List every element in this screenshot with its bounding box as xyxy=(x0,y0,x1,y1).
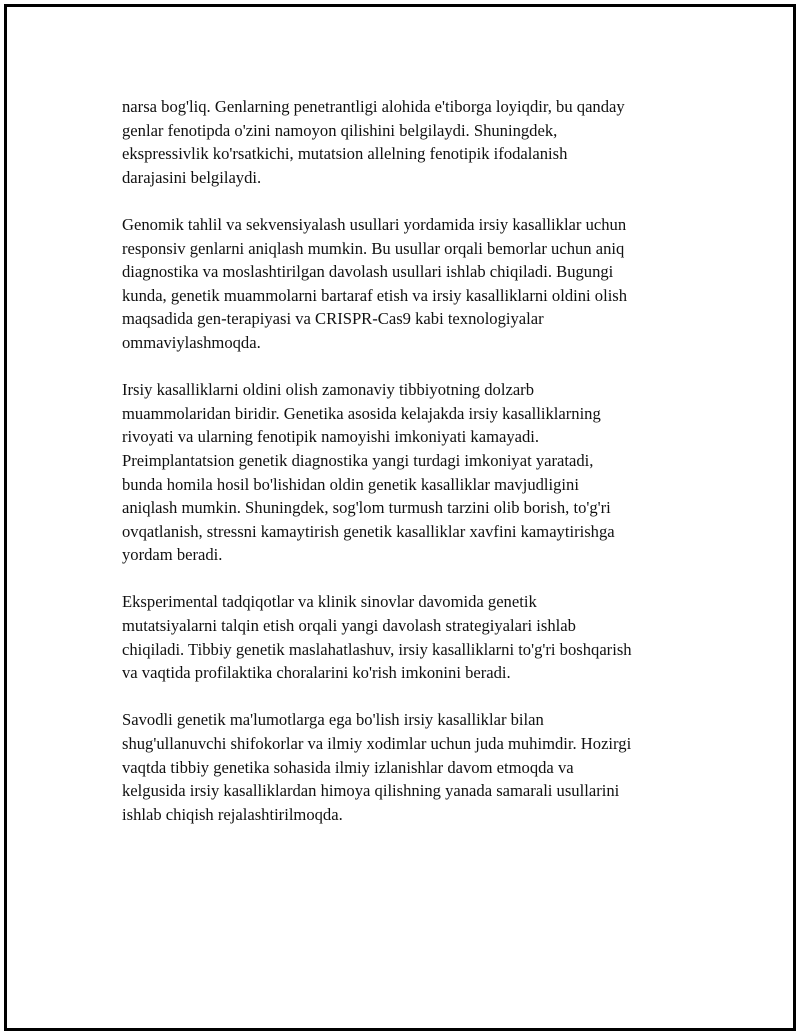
text-line: shug'ullanuvchi shifokorlar va ilmiy xodimlar uchun juda muhimdir. Hozirgi xyxy=(122,734,632,754)
text-line: ekspressivlik ko'rsatkichi, mutatsion allelning fenotipik ifodalanish xyxy=(122,144,568,164)
text-line: mutatsiyalarni talqin etish orqali yangi davolash strategiyalari ishlab xyxy=(122,616,576,636)
text-line: ommaviylashmoqda. xyxy=(122,332,261,352)
paragraph-genetic-literacy xyxy=(122,708,712,826)
paragraph-prevention xyxy=(122,378,712,567)
paragraph-genomic-analysis xyxy=(122,213,712,355)
text-line: diagnostika va moslashtirilgan davolash usullari ishlab chiqiladi. Bugungi xyxy=(122,262,614,282)
text-line: vaqtda tibbiy genetika sohasida ilmiy izlanishlar davom etmoqda va xyxy=(122,757,574,777)
text-line: narsa bog'liq. Genlarning penetrantligi alohida e'tiborga loyiqdir, bu qanday xyxy=(122,97,625,116)
text-line: yordam beradi. xyxy=(122,545,223,565)
text-line: Preimplantatsion genetik diagnostika yangi turdagi imkoniyat yaratadi, xyxy=(122,450,594,470)
text-line: ishlab chiqish rejalashtirilmoqda. xyxy=(122,804,343,824)
text-line: responsiv genlarni aniqlash mumkin. Bu usullar orqali bemorlar uchun aniq xyxy=(122,238,625,258)
text-line: kunda, genetik muammolarni bartaraf etish va irsiy kasalliklarni oldini olish xyxy=(122,285,628,305)
text-line: chiqiladi. Tibbiy genetik maslahatlashuv, irsiy kasalliklarni to'g'ri boshqarish xyxy=(122,639,632,659)
text-line: muammolaridan biridir. Genetika asosida kelajakda irsiy kasalliklarning xyxy=(122,403,601,423)
text-line: Eksperimental tadqiqotlar va klinik sinovlar davomida genetik xyxy=(122,592,537,612)
paragraph-penetrance xyxy=(122,95,712,189)
page-body xyxy=(122,95,712,850)
page-frame xyxy=(4,4,796,1031)
text-line: ovqatlanish, stressni kamaytirish genetik kasalliklar xavfini kamaytirishga xyxy=(122,521,615,541)
text-line: bunda homila hosil bo'lishidan oldin genetik kasalliklar mavjudligini xyxy=(122,474,579,494)
text-line: va vaqtida profilaktika choralarini ko'rish imkonini beradi. xyxy=(122,663,511,683)
text-line: aniqlash mumkin. Shuningdek, sog'lom turmush tarzini olib borish, to'g'ri xyxy=(122,498,611,518)
text-line: Genomik tahlil va sekvensiyalash usullari yordamida irsiy kasalliklar uchun xyxy=(122,214,627,234)
text-line: rivoyati va ularning fenotipik namoyishi imkoniyati kamayadi. xyxy=(122,427,540,447)
text-line: genlar fenotipda o'zini namoyon qilishini belgilaydi. Shuningdek, xyxy=(122,120,558,140)
text-line: Irsiy kasalliklarni oldini olish zamonaviy tibbiyotning dolzarb xyxy=(122,380,535,400)
text-line: Savodli genetik ma'lumotlarga ega bo'lish irsiy kasalliklar bilan xyxy=(122,710,544,730)
text-line: darajasini belgilaydi. xyxy=(122,167,262,187)
paragraph-clinical-trials xyxy=(122,590,712,684)
text-line: maqsadida gen-terapiyasi va CRISPR-Cas9 kabi texnologiyalar xyxy=(122,309,544,329)
text-line: kelgusida irsiy kasalliklardan himoya qilishning yanada samarali usullarini xyxy=(122,781,620,801)
